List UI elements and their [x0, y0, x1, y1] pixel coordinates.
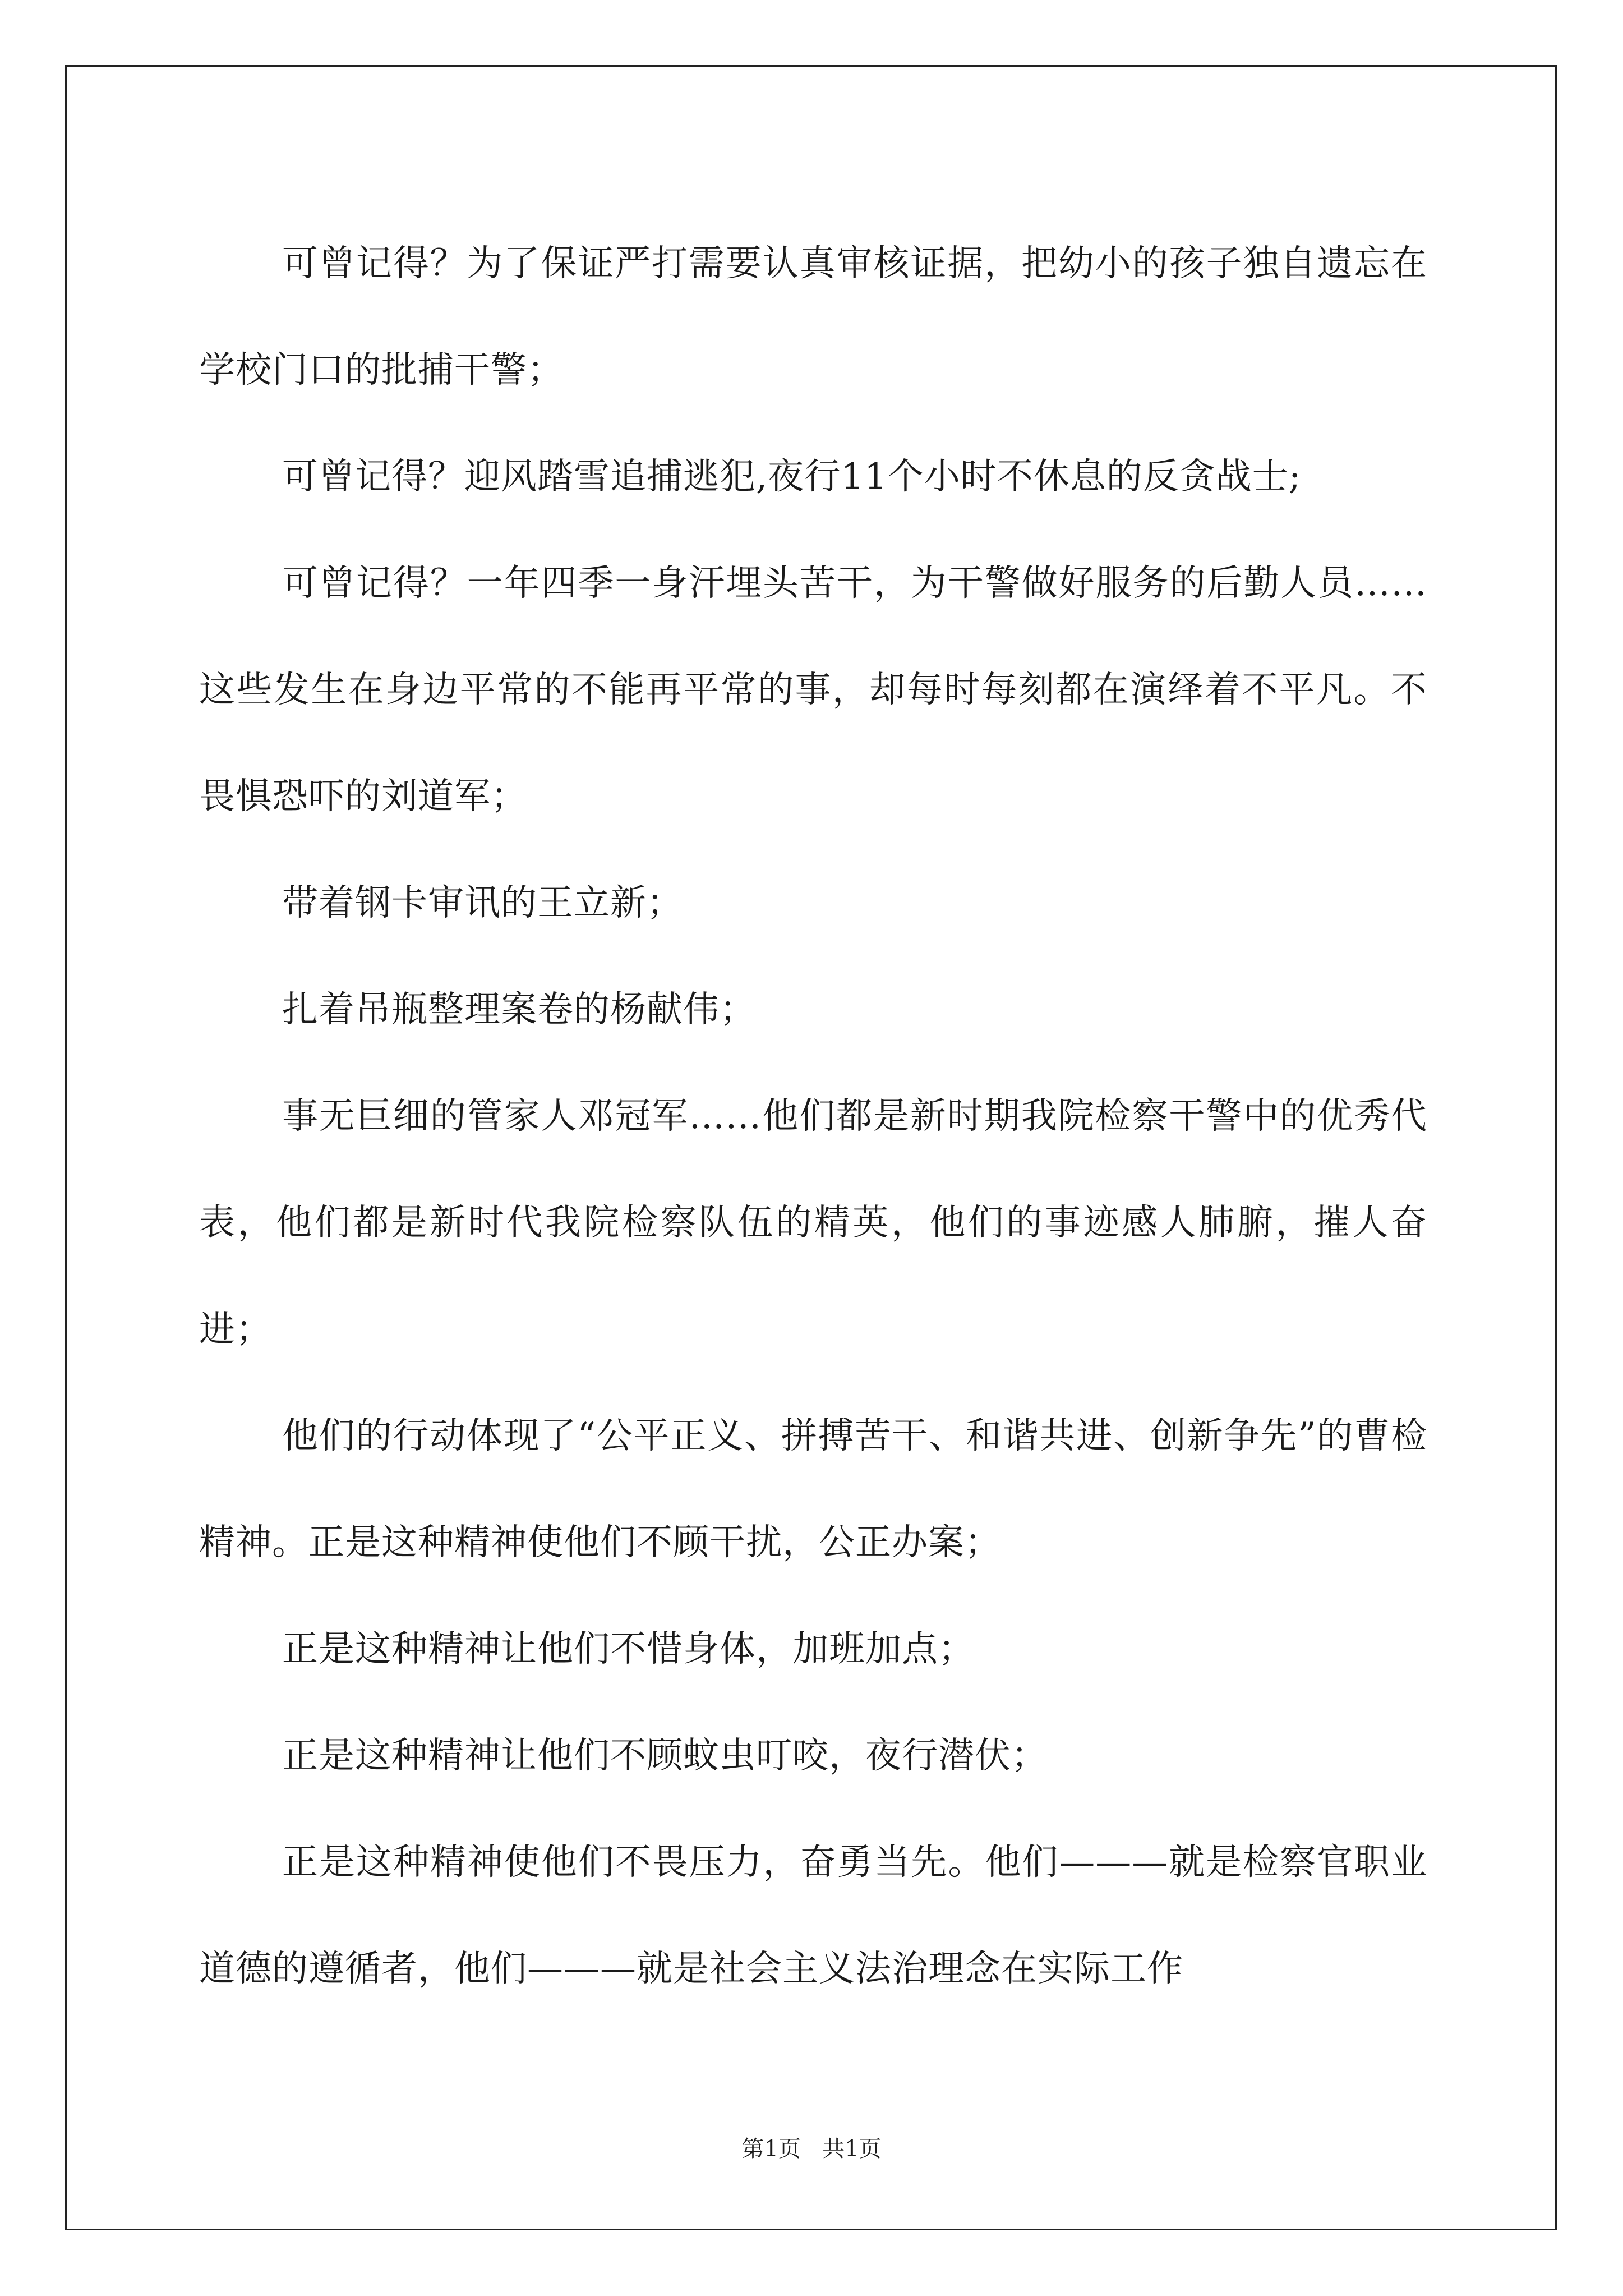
paragraph: 正是这种精神让他们不惜身体，加班加点； [282, 1628, 975, 1670]
paragraph: 带着钢卡审讯的王立新； [282, 882, 683, 924]
page-footer [0, 2135, 1623, 2163]
paragraph: 正是这种精神让他们不顾蚊虫叮咬，夜行潜伏； [282, 1735, 1048, 1777]
paragraph: 他们的行动体现了“公平正义、拼搏苦干、和谐共进、创新争先”的曹检精神。正是这种精神使他们不顾干扰，公正办案； [199, 1415, 1427, 1563]
paragraph: 扎着吊瓶整理案卷的杨献伟； [282, 989, 756, 1030]
page-total: 共1页 [822, 2136, 882, 2162]
paragraph: 正是这种精神使他们不畏压力，奋勇当先。他们———就是检察官职业道德的遵循者，他们———就是社会主义法治理念在实际工作 [199, 1842, 1427, 1990]
page-number: 第1页 [741, 2136, 801, 2162]
paragraph: 可曾记得？为了保证严打需要认真审核证据，把幼小的孩子独自遗忘在学校门口的批捕干警； [199, 243, 1427, 391]
document-body [199, 210, 1427, 2022]
paragraph: 可曾记得？迎风踏雪追捕逃犯,夜行11个小时不休息的反贪战士; [282, 456, 1302, 498]
paragraph: 事无巨细的管家人邓冠军……他们都是新时期我院检察干警中的优秀代表，他们都是新时代我院检察队伍的精英，他们的事迹感人肺腑，摧人奋进； [199, 1096, 1427, 1350]
paragraph: 可曾记得？一年四季一身汗埋头苦干，为干警做好服务的后勤人员……这些发生在身边平常的不能再平常的事，却每时每刻都在演绎着不平凡。不畏惧恐吓的刘道军； [199, 563, 1427, 817]
